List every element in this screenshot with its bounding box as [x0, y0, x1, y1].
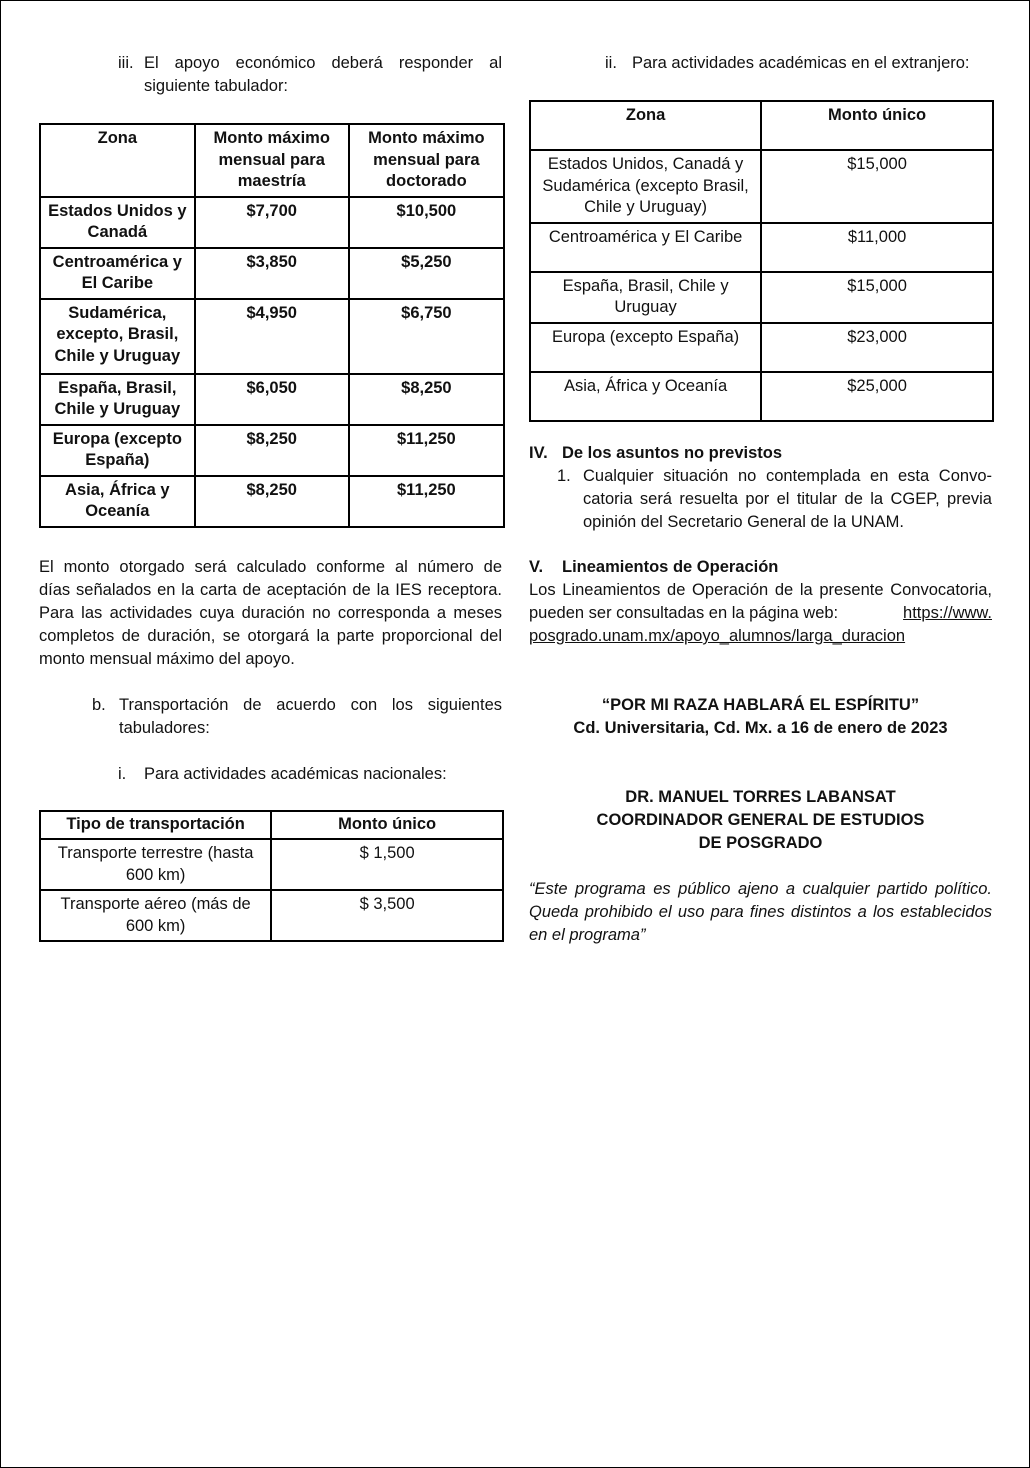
transport-intro-line1: Transportación de acuerdo con los siguientes [119, 696, 502, 714]
signer-role: COORDINADOR GENERAL DE ESTUDIOS [596, 811, 925, 829]
table-row [530, 323, 993, 372]
national-activities-heading: Para actividades académicas nacionales: [144, 765, 447, 783]
table-row [40, 425, 504, 476]
table-header-cell: Monto único [761, 101, 993, 150]
disclaimer-line: Queda prohibido el uso para fines distintos a los establecidos [529, 903, 992, 921]
list-marker-i: i. [118, 765, 127, 783]
table-row [530, 150, 993, 223]
paragraph-text: pueden ser consultadas en la página web: [529, 604, 839, 622]
university-motto: “POR MI RAZA HABLARÁ EL ESPÍRITU” [601, 696, 920, 714]
amount-cell: $11,000 [761, 223, 993, 272]
amount-cell: $15,000 [761, 150, 993, 223]
zone-cell: Centroamérica y El Caribe [530, 223, 761, 272]
amount-cell: $6,050 [195, 374, 349, 425]
amount-cell: $3,850 [195, 248, 349, 299]
table-row [530, 372, 993, 421]
table-row [40, 299, 504, 374]
table-row [530, 272, 993, 323]
zone-cell: Sudamérica, excepto, Brasil, Chile y Uruguay [40, 299, 195, 374]
amount-cell: $11,250 [349, 425, 504, 476]
paragraph-line: completos de duración, se otorgará la parte proporcional del [39, 627, 502, 645]
amount-cell: $15,000 [761, 272, 993, 323]
table-header-cell: Monto máximo mensual para maestría [195, 124, 349, 197]
zone-cell: España, Brasil, Chile y Uruguay [530, 272, 761, 323]
list-marker-1: 1. [557, 467, 571, 485]
list-marker-ii: ii. [605, 54, 617, 72]
amount-cell: $8,250 [195, 425, 349, 476]
section-number-v: V. [529, 558, 544, 576]
amount-cell: $6,750 [349, 299, 504, 374]
amount-cell: $ 3,500 [271, 890, 503, 941]
amount-cell: $7,700 [195, 197, 349, 248]
zone-cell: Centroamérica y El Caribe [40, 248, 195, 299]
section-number-iv: IV. [529, 444, 548, 462]
zone-cell: Estados Unidos y Canadá [40, 197, 195, 248]
disclaimer-line: en el programa” [529, 926, 646, 944]
transport-type-cell: Transporte terrestre (hasta 600 km) [40, 839, 271, 890]
table-row [40, 197, 504, 248]
monthly-amount-table [39, 123, 505, 528]
section-title-v: Lineamientos de Operación [562, 558, 779, 576]
amount-cell: $5,250 [349, 248, 504, 299]
place-date: Cd. Universitaria, Cd. Mx. a 16 de enero de 2023 [573, 719, 948, 737]
paragraph-line: Los Lineamientos de Operación de la presente Convocatoria, [529, 581, 992, 599]
abroad-activities-heading: Para actividades académicas en el extranjero: [632, 54, 970, 72]
abroad-transport-table [529, 100, 994, 422]
zone-cell: Asia, África y Oceanía [530, 372, 761, 421]
zone-cell: Asia, África y Oceanía [40, 476, 195, 527]
zone-cell: Europa (excepto España) [40, 425, 195, 476]
section-title-iv: De los asuntos no previstos [562, 444, 783, 462]
table-header-row [40, 124, 504, 197]
table-row [40, 890, 503, 941]
table-header-cell: Zona [40, 124, 195, 197]
paragraph-line [529, 602, 992, 625]
paragraph-line: días señalados en la carta de aceptación de la IES receptora. [39, 581, 502, 599]
transport-intro-line2: tabuladores: [119, 719, 210, 737]
table-header-cell: Monto máximo mensual para doctorado [349, 124, 504, 197]
guidelines-link-part2[interactable]: posgrado.unam.mx/apoyo_alumnos/larga_duracion [529, 627, 906, 645]
table-header-row [530, 101, 993, 150]
paragraph-line: monto mensual máximo del apoyo. [39, 650, 295, 668]
table-row [40, 248, 504, 299]
national-transport-table [39, 810, 504, 942]
amount-cell: $25,000 [761, 372, 993, 421]
tab-intro-line1: El apoyo económico deberá responder al [144, 54, 502, 72]
disclaimer-line: “Este programa es público ajeno a cualquier partido político. [529, 880, 992, 898]
table-header-row [40, 811, 503, 839]
paragraph-line: Cualquier situación no contemplada en esta Convo- [583, 467, 992, 485]
list-marker-iii: iii. [118, 54, 134, 72]
amount-cell: $10,500 [349, 197, 504, 248]
paragraph-line: Para las actividades cuya duración no corresponda a meses [39, 604, 502, 622]
list-marker-b: b. [92, 696, 106, 714]
signer-name: DR. MANUEL TORRES LABANSAT [625, 788, 896, 806]
amount-cell: $8,250 [195, 476, 349, 527]
paragraph-line: El monto otorgado será calculado conforme al número de [39, 558, 502, 576]
table-row [40, 476, 504, 527]
paragraph-line: opinión del Secretario General de la UNAM. [583, 513, 905, 531]
zone-cell: Europa (excepto España) [530, 323, 761, 372]
tab-intro-line2: siguiente tabulador: [144, 77, 289, 95]
amount-cell: $11,250 [349, 476, 504, 527]
amount-cell: $8,250 [349, 374, 504, 425]
table-header-cell: Zona [530, 101, 761, 150]
table-row [40, 839, 503, 890]
table-header-cell: Tipo de transportación [40, 811, 271, 839]
amount-cell: $23,000 [761, 323, 993, 372]
transport-type-cell: Transporte aéreo (más de 600 km) [40, 890, 271, 941]
table-header-cell: Monto único [271, 811, 503, 839]
table-row [530, 223, 993, 272]
table-row [40, 374, 504, 425]
guidelines-link-part1[interactable]: https://www. [903, 604, 992, 622]
zone-cell: Estados Unidos, Canadá y Sudamérica (excepto Brasil, Chile y Uruguay) [530, 150, 761, 223]
amount-cell: $4,950 [195, 299, 349, 374]
signer-role: DE POSGRADO [698, 834, 823, 852]
amount-cell: $ 1,500 [271, 839, 503, 890]
paragraph-line: catoria será resuelta por el titular de la CGEP, previa [583, 490, 992, 508]
zone-cell: España, Brasil, Chile y Uruguay [40, 374, 195, 425]
